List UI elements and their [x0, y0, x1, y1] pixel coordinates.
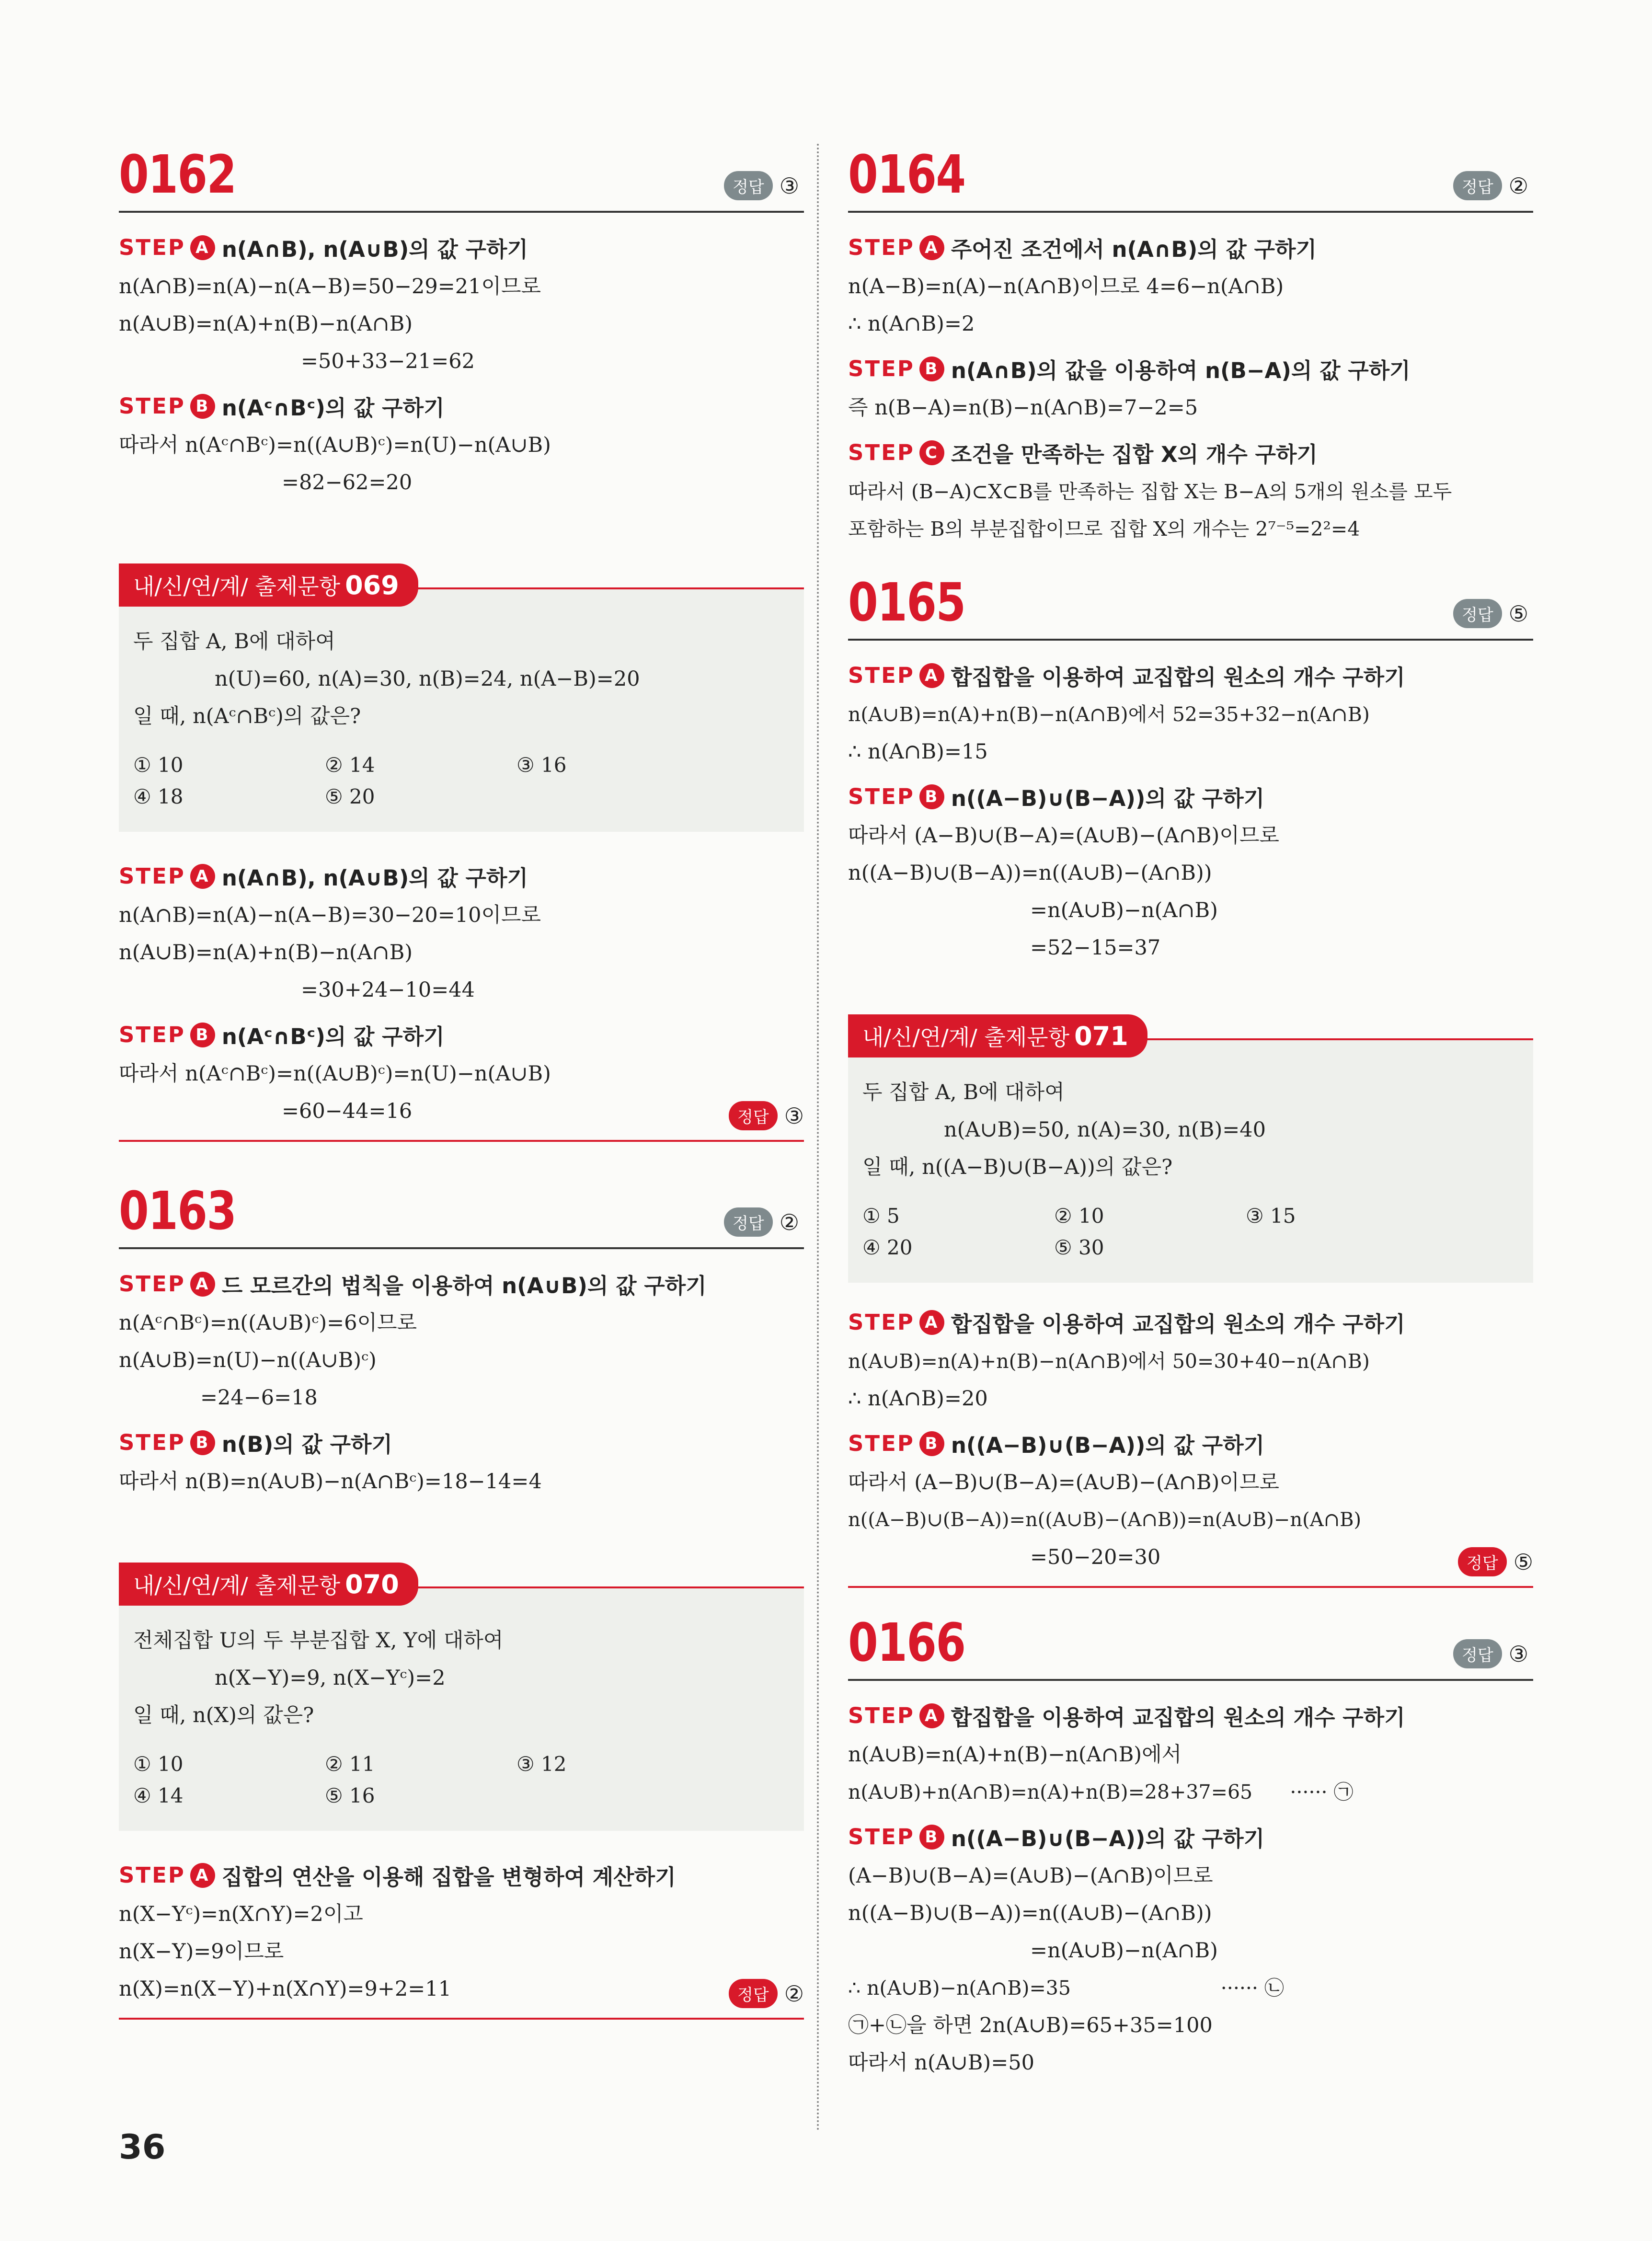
step-label: STEP	[119, 235, 185, 260]
question-line: 전체집합 U의 두 부분집합 X, Y에 대하여	[133, 1629, 504, 1653]
answer-indicator	[1453, 171, 1528, 200]
step-letter: A	[190, 1272, 215, 1297]
related-problem-071	[848, 1014, 1533, 1283]
related-tab	[119, 1563, 418, 1606]
step-b	[119, 1019, 804, 1050]
step-title: n((A−B)∪(B−A))의 값 구하기	[951, 786, 1265, 811]
step-letter: B	[190, 394, 215, 419]
solution-line: n(X)=n(X−Y)+n(X∩Y)=9+2=11	[119, 1977, 451, 2001]
question-line: n(A∪B)=50, n(A)=30, n(B)=40	[944, 1118, 1266, 1142]
step-a	[848, 1700, 1533, 1731]
step-letter: A	[190, 235, 215, 260]
answer-indicator	[1453, 599, 1528, 628]
step-letter: B	[919, 356, 944, 381]
section-rule	[119, 1140, 804, 1142]
question-line: 일 때, n(X)의 값은?	[133, 1703, 314, 1727]
solution-line: ∴ n(A∩B)=20	[848, 1387, 988, 1411]
step-label: STEP	[848, 356, 915, 381]
step-title: n((A−B)∪(B−A))의 값 구하기	[951, 1433, 1265, 1458]
problem-number: 0164	[848, 144, 965, 205]
step-label: STEP	[119, 863, 185, 889]
problem-header-0163	[119, 1175, 804, 1249]
solution-line: 따라서 n(Aᶜ∩Bᶜ)=n((A∪B)ᶜ)=n(U)−n(A∪B)	[119, 1062, 551, 1086]
step-title: n(A∩B), n(A∪B)의 값 구하기	[221, 865, 528, 891]
solution-line: =82−62=20	[282, 471, 413, 494]
choice: ③ 12	[516, 1752, 567, 1776]
step-label: STEP	[119, 393, 185, 419]
problem-header-0162	[119, 139, 804, 213]
answer-value: ③	[784, 1103, 804, 1129]
answer-indicator	[848, 1547, 1533, 1576]
solution-line: ㉠+㉡을 하면 2n(A∪B)=65+35=100	[848, 2013, 1213, 2037]
step-letter: A	[919, 1310, 944, 1335]
step-b	[848, 1821, 1533, 1852]
step-b	[848, 781, 1533, 812]
step-title: n(B)의 값 구하기	[221, 1432, 392, 1457]
related-number: 070	[345, 1569, 399, 1599]
step-letter: A	[919, 235, 944, 260]
answer-value: ②	[1508, 172, 1528, 199]
related-problem-070	[119, 1563, 804, 1831]
choice: ④ 20	[862, 1236, 913, 1259]
choices	[862, 1200, 1519, 1264]
step-b	[848, 353, 1533, 384]
solution-line: n(X−Yᶜ)=n(X∩Y)=2이고	[119, 1902, 363, 1926]
solution-line: n((A−B)∪(B−A))=n((A∪B)−(A∩B))=n(A∪B)−n(A∩B)	[848, 1509, 1362, 1531]
solution-line: n((A−B)∪(B−A))=n((A∪B)−(A∩B))	[848, 1901, 1212, 1925]
solution-line: n(A−B)=n(A)−n(A∩B)이므로 4=6−n(A∩B)	[848, 275, 1284, 299]
section-rule	[119, 2018, 804, 2020]
answer-badge: 정답	[729, 1979, 778, 2008]
step-letter: B	[190, 1023, 215, 1047]
solution-line: n(A∪B)=n(A)+n(B)−n(A∩B)	[119, 941, 413, 965]
solution-line: (A−B)∪(B−A)=(A∪B)−(A∩B)이므로	[848, 1864, 1213, 1888]
question-line: 일 때, n(Aᶜ∩Bᶜ)의 값은?	[133, 704, 361, 728]
step-title: 주어진 조건에서 n(A∩B)의 값 구하기	[951, 237, 1317, 262]
step-letter: A	[919, 663, 944, 688]
step-letter: A	[190, 1863, 215, 1888]
step-title: n(Aᶜ∩Bᶜ)의 값 구하기	[221, 1024, 445, 1049]
step-title: 합집합을 이용하여 교집합의 원소의 개수 구하기	[951, 1311, 1405, 1337]
step-label: STEP	[119, 1271, 185, 1297]
problem-number: 0162	[119, 144, 236, 205]
step-letter: B	[919, 1825, 944, 1850]
answer-value: ⑤	[1513, 1549, 1533, 1575]
step-a	[119, 861, 804, 892]
step-label: STEP	[119, 1022, 185, 1047]
question-line: 일 때, n((A−B)∪(B−A))의 값은?	[862, 1155, 1173, 1179]
solution-line: =30+24−10=44	[301, 978, 475, 1002]
answer-indicator	[119, 1101, 804, 1130]
step-label: STEP	[848, 663, 915, 688]
choice: ⑤ 20	[325, 785, 375, 808]
question-line: n(U)=60, n(A)=30, n(B)=24, n(A−B)=20	[215, 667, 640, 691]
related-question	[119, 1586, 804, 1831]
step-a	[848, 660, 1533, 691]
solution-line: ∴ n(A∪B)−n(A∩B)=35 ······ ㉡	[848, 1977, 1284, 2000]
choices	[133, 1748, 790, 1812]
problem-header-0166	[848, 1607, 1533, 1681]
solution-line: 따라서 n(A∪B)=50	[848, 2051, 1034, 2075]
answer-badge: 정답	[1453, 1639, 1502, 1668]
right-column	[848, 139, 1533, 2081]
step-title: 드 모르간의 법칙을 이용하여 n(A∪B)의 값 구하기	[221, 1273, 707, 1299]
related-tab-label: 내/신/연/계/ 출제문항	[133, 574, 341, 599]
related-number: 071	[1074, 1021, 1128, 1051]
step-letter: A	[919, 1703, 944, 1728]
step-title: n(Aᶜ∩Bᶜ)의 값 구하기	[221, 395, 445, 421]
answer-indicator	[724, 171, 799, 200]
solution-line: 포함하는 B의 부분집합이므로 집합 X의 개수는 2⁷⁻⁵=2²=4	[848, 517, 1360, 540]
step-label: STEP	[119, 1430, 185, 1455]
related-tab-label: 내/신/연/계/ 출제문항	[133, 1573, 341, 1598]
step-label: STEP	[848, 1431, 915, 1456]
step-a	[119, 1268, 804, 1299]
step-letter: B	[919, 784, 944, 809]
page-number: 36	[119, 2127, 166, 2167]
solution-line: 따라서 (A−B)∪(B−A)=(A∪B)−(A∩B)이므로	[848, 1471, 1279, 1494]
solution-line: =24−6=18	[200, 1386, 318, 1410]
answer-value: ②	[784, 1980, 804, 2007]
choices	[133, 749, 790, 813]
step-a	[848, 232, 1533, 263]
choice: ② 14	[325, 753, 375, 777]
answer-badge: 정답	[724, 1207, 773, 1237]
solution-line: n(A∩B)=n(A)−n(A−B)=30−20=10이므로	[119, 903, 541, 927]
choice: ④ 18	[133, 785, 184, 808]
solution-line: 따라서 n(Aᶜ∩Bᶜ)=n((A∪B)ᶜ)=n(U)−n(A∪B)	[119, 433, 551, 457]
choice: ③ 15	[1246, 1204, 1296, 1228]
step-label: STEP	[119, 1862, 185, 1888]
solution-line: ∴ n(A∩B)=2	[848, 312, 975, 336]
solution-line: =60−44=16	[282, 1099, 413, 1123]
step-letter: A	[190, 864, 215, 889]
problem-number: 0163	[119, 1180, 236, 1241]
problem-number: 0166	[848, 1612, 965, 1673]
column-divider	[817, 144, 819, 2132]
step-letter: B	[919, 1431, 944, 1456]
step-title: n((A−B)∪(B−A))의 값 구하기	[951, 1826, 1265, 1851]
choice: ① 5	[862, 1204, 900, 1228]
step-b	[119, 1427, 804, 1458]
section-rule	[848, 1586, 1533, 1588]
solution-line: n(A∪B)=n(A)+n(B)−n(A∩B)에서 52=35+32−n(A∩B)	[848, 703, 1370, 726]
solution-line: 즉 n(B−A)=n(B)−n(A∩B)=7−2=5	[848, 396, 1198, 420]
answer-badge: 정답	[1453, 171, 1502, 200]
solution-line: n(A∪B)=n(A)+n(B)−n(A∩B)에서 50=30+40−n(A∩B)	[848, 1350, 1370, 1373]
step-a	[119, 1860, 804, 1891]
step-c	[848, 437, 1533, 468]
related-tab-label: 내/신/연/계/ 출제문항	[862, 1024, 1070, 1050]
problem-header-0165	[848, 567, 1533, 641]
step-b	[119, 391, 804, 422]
step-title: 집합의 연산을 이용해 집합을 변형하여 계산하기	[221, 1864, 676, 1890]
question-line: n(X−Y)=9, n(X−Yᶜ)=2	[215, 1666, 446, 1690]
left-column	[119, 139, 804, 2020]
solution-line: n(A∪B)=n(U)−n((A∪B)ᶜ)	[119, 1348, 377, 1372]
solution-line: =52−15=37	[1030, 936, 1161, 960]
solution-line: n(A∪B)=n(A)+n(B)−n(A∩B)	[119, 312, 413, 336]
solution-line: ∴ n(A∩B)=15	[848, 740, 988, 764]
answer-value: ③	[779, 172, 799, 199]
solution-line: n(Aᶜ∩Bᶜ)=n((A∪B)ᶜ)=6이므로	[119, 1311, 417, 1335]
step-label: STEP	[848, 1310, 915, 1335]
choice: ③ 16	[516, 753, 567, 777]
step-title: 조건을 만족하는 집합 X의 개수 구하기	[951, 442, 1318, 467]
solution-line: n((A−B)∪(B−A))=n((A∪B)−(A∩B))	[848, 861, 1212, 885]
step-letter: C	[919, 440, 944, 465]
step-label: STEP	[848, 1703, 915, 1728]
related-tab	[848, 1014, 1147, 1057]
solution-line: =50+33−21=62	[301, 349, 475, 373]
choice: ② 11	[325, 1752, 375, 1776]
step-label: STEP	[848, 235, 915, 260]
answer-badge: 정답	[1453, 599, 1502, 628]
step-label: STEP	[848, 784, 915, 809]
answer-value: ③	[1508, 1641, 1528, 1667]
step-a	[119, 232, 804, 263]
solution-line: =n(A∪B)−n(A∩B)	[1030, 898, 1218, 922]
step-title: 합집합을 이용하여 교집합의 원소의 개수 구하기	[951, 1705, 1405, 1730]
solution-line: n(A∪B)+n(A∩B)=n(A)+n(B)=28+37=65 ······ ㉠	[848, 1781, 1354, 1804]
answer-badge: 정답	[729, 1101, 778, 1130]
solution-line: =n(A∪B)−n(A∩B)	[1030, 1939, 1218, 1963]
choice: ⑤ 30	[1054, 1236, 1104, 1259]
choice: ① 10	[133, 753, 184, 777]
answer-indicator	[1453, 1639, 1528, 1668]
step-letter: B	[190, 1430, 215, 1455]
choice: ② 10	[1054, 1204, 1104, 1228]
related-number: 069	[345, 570, 399, 600]
answer-badge: 정답	[724, 171, 773, 200]
problem-header-0164	[848, 139, 1533, 213]
related-question	[848, 1038, 1533, 1283]
solution-line: 따라서 (A−B)∪(B−A)=(A∪B)−(A∩B)이므로	[848, 824, 1279, 848]
question-line: 두 집합 A, B에 대하여	[133, 630, 335, 654]
step-label: STEP	[848, 440, 915, 465]
related-question	[119, 587, 804, 832]
problem-number: 0165	[848, 572, 965, 633]
step-b	[848, 1428, 1533, 1459]
step-label: STEP	[848, 1824, 915, 1850]
answer-badge: 정답	[1458, 1547, 1507, 1576]
related-tab	[119, 563, 418, 607]
choice: ④ 14	[133, 1784, 184, 1807]
choice: ⑤ 16	[325, 1784, 375, 1807]
answer-value: ⑤	[1508, 600, 1528, 627]
solution-line: =50−20=30	[1030, 1545, 1161, 1569]
solution-line: 따라서 (B−A)⊂X⊂B를 만족하는 집합 X는 B−A의 5개의 원소를 모두	[848, 480, 1452, 503]
solution-line: 따라서 n(B)=n(A∪B)−n(A∩Bᶜ)=18−14=4	[119, 1470, 542, 1494]
step-title: n(A∩B), n(A∪B)의 값 구하기	[221, 237, 528, 262]
step-a	[848, 1307, 1533, 1338]
solution-line: n(A∪B)=n(A)+n(B)−n(A∩B)에서	[848, 1743, 1182, 1767]
related-problem-069	[119, 563, 804, 832]
step-title: n(A∩B)의 값을 이용하여 n(B−A)의 값 구하기	[951, 358, 1411, 383]
choice: ① 10	[133, 1752, 184, 1776]
solution-line: n(A∩B)=n(A)−n(A−B)=50−29=21이므로	[119, 275, 541, 299]
question-line: 두 집합 A, B에 대하여	[862, 1080, 1065, 1104]
answer-value: ②	[779, 1209, 799, 1235]
answer-indicator	[724, 1207, 799, 1237]
solution-line: n(X−Y)=9이므로	[119, 1940, 284, 1964]
step-title: 합집합을 이용하여 교집합의 원소의 개수 구하기	[951, 665, 1405, 690]
